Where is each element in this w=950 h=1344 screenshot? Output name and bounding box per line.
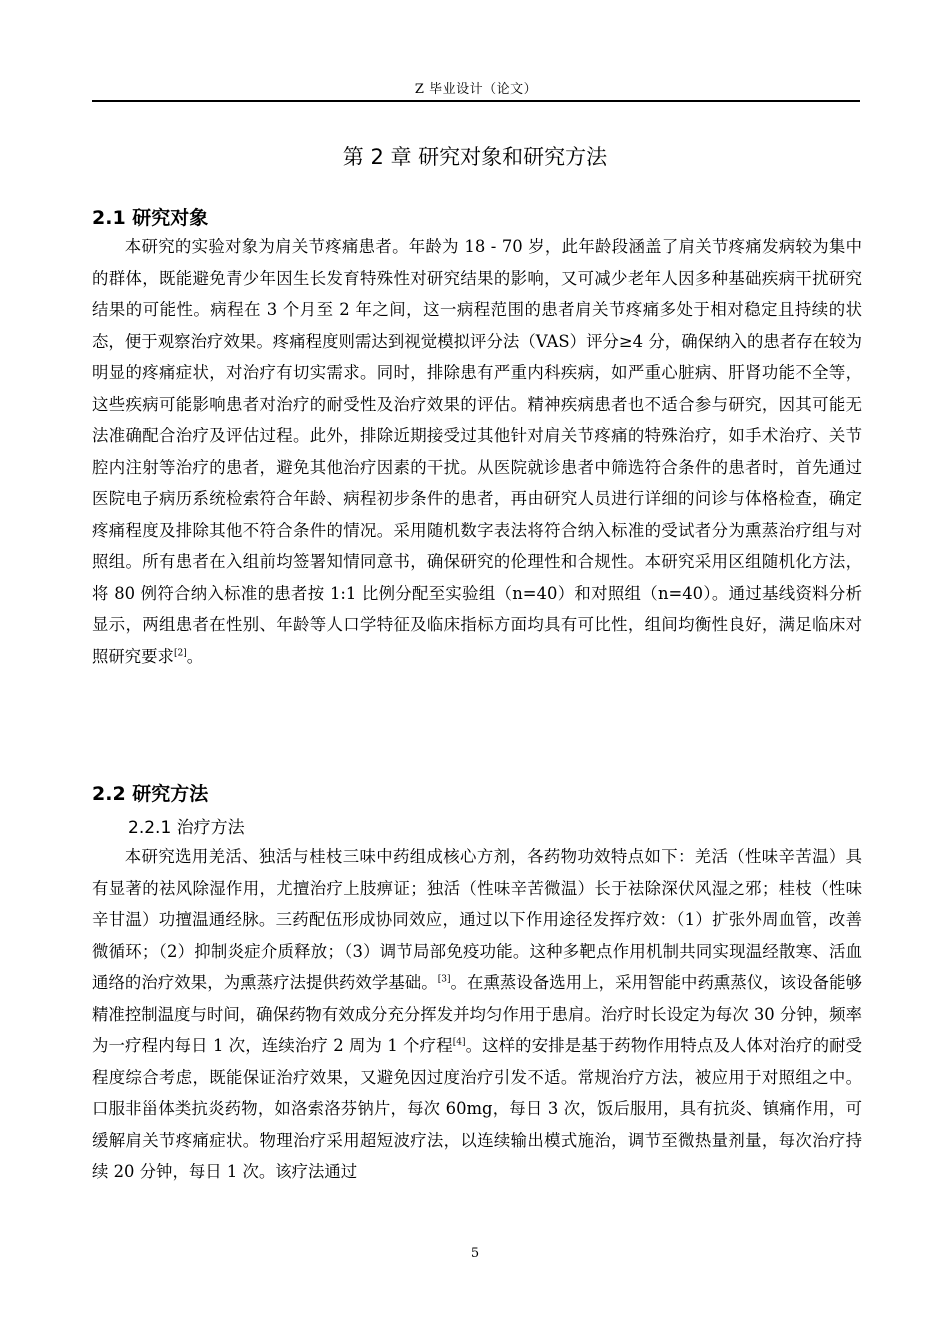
section-heading-2-1: 2.1 研究对象 xyxy=(92,207,209,229)
paragraph-text: 。在熏蒸设备选用上，采用智能中药熏蒸仪，该设备能够精准控制温度与时间，确保药物有效成分充分挥发并均匀作用于患肩。治疗时长设定为每次 30 分钟，频率为一疗程内每日 1 次，连续治疗 2 周为 1 个疗程 xyxy=(92,973,863,1055)
running-header: Z 毕业设计（论文） xyxy=(414,82,538,97)
section-2-1-paragraph xyxy=(92,231,862,672)
paragraph-text: 。这样的安排是基于药物作用特点及人体对治疗的耐受程度综合考虑，既能保证治疗效果，又避免因过度治疗引发不适。常规治疗方法，被应用于对照组之中。口服非甾体类抗炎药物，如洛索洛芬钠片，每次 60mg，每日 3 次，饭后服用，具有抗炎、镇痛作用，可缓解肩关节疼痛症状。物理治疗采用超短波疗法，以连续输出模式施治，调节至微热量剂量，每次治疗持续 20 分钟，每日 1 次。该疗法通过 xyxy=(92,1036,863,1181)
paragraph-text-end: 。 xyxy=(186,646,204,666)
chapter-title: 第 2 章 研究对象和研究方法 xyxy=(342,145,608,169)
header-rule xyxy=(92,100,860,102)
section-heading-2-2: 2.2 研究方法 xyxy=(92,783,209,805)
paragraph-text: 本研究选用羌活、独活与桂枝三味中药组成核心方剂，各药物功效特点如下：羌活（性味辛苦温）具有显著的祛风除湿作用，尤擅治疗上肢痹证；独活（性味辛苦微温）长于祛除深伏风湿之邪；桂枝（性味辛甘温）功擅温通经脉。三药配伍形成协同效应，通过以下作用途径发挥疗效：（1）扩张外周血管，改善微循环；（2）抑制炎症介质释放；（3）调节局部免疫功能。这种多靶点作用机制共同实现温经散寒、活血通络的治疗效果，为熏蒸疗法提供药效学基础。 xyxy=(92,847,862,992)
citation-ref: [2] xyxy=(173,648,187,659)
citation-ref: [4] xyxy=(452,1037,466,1048)
section-2-2-1-paragraph xyxy=(92,841,862,1188)
page-number: 5 xyxy=(470,1246,480,1261)
citation-ref: [3] xyxy=(437,974,451,985)
paragraph-text: 本研究的实验对象为肩关节疼痛患者。年龄为 18 - 70 岁，此年龄段涵盖了肩关节疼痛发病较为集中的群体，既能避免青少年因生长发育特殊性对研究结果的影响，又可减少老年人因多种基础疾病干扰研究结果的可能性。病程在 3 个月至 2 年之间，这一病程范围的患者肩关节疼痛多处于相对稳定且持续的状态，便于观察治疗效果。疼痛程度则需达到视觉模拟评分法（VAS）评分≥4 分，确保纳入的患者存在较为明显的疼痛症状，对治疗有切实需求。同时，排除患有严重内科疾病，如严重心脏病、肝肾功能不全等，这些疾病可能影响患者对治疗的耐受性及治疗效果的评估。精神疾病患者也不适合参与研究，因其可能无法准确配合治疗及评估过程。此外，排除近期接受过其他针对肩关节疼痛的特殊治疗，如手术治疗、关节腔内注射等治疗的患者，避免其他治疗因素的干扰。从医院就诊患者中筛选符合条件的患者时，首先通过医院电子病历系统检索符合年龄、病程初步条件的患者，再由研究人员进行详细的问诊与体格检查，确定疼痛程度及排除其他不符合条件的情况。采用随机数字表法将符合纳入标准的受试者分为熏蒸治疗组与对照组。所有患者在入组前均签署知情同意书，确保研究的伦理性和合规性。本研究采用区组随机化方法，将 80 例符合纳入标准的患者按 1:1 比例分配至实验组（n=40）和对照组（n=40）。通过基线资料分析显示，两组患者在性别、年龄等人口学特征及临床指标方面均具有可比性，组间均衡性良好，满足临床对照研究要求 xyxy=(92,237,862,666)
subsection-heading-2-2-1: 2.2.1 治疗方法 xyxy=(128,818,245,838)
